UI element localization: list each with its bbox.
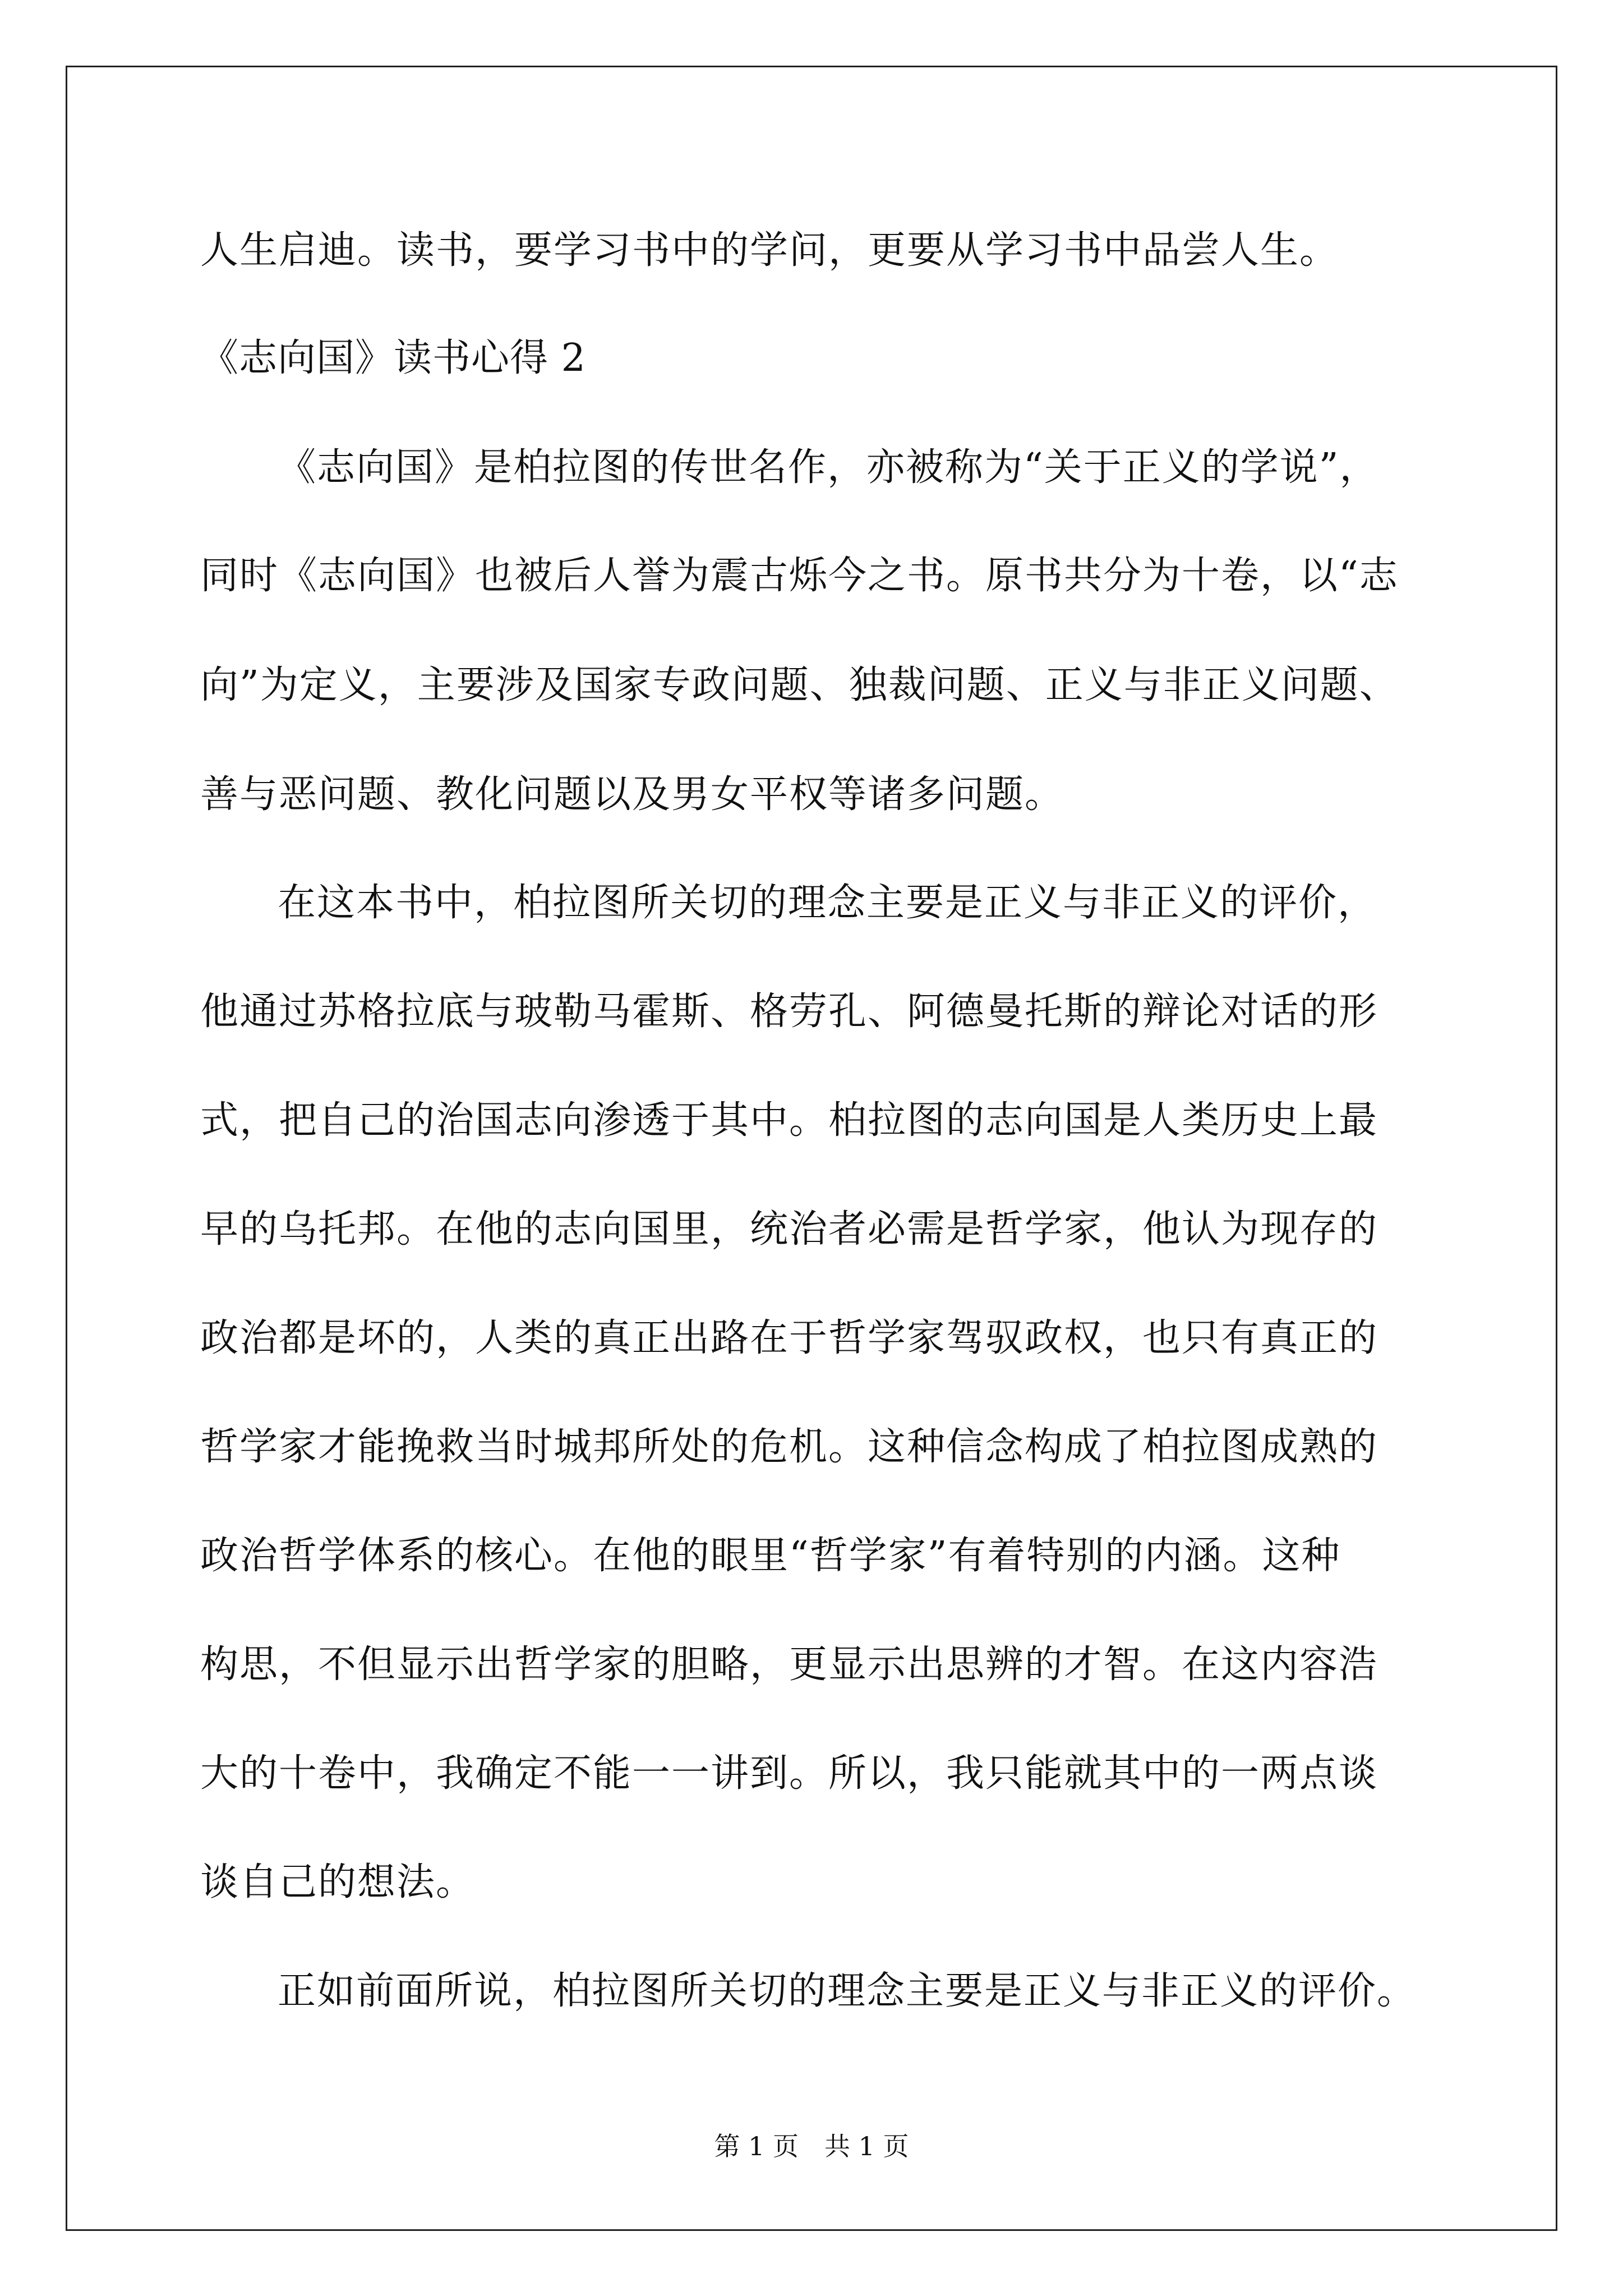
body-line-15: 大的十卷中，我确定不能一一讲到。所以，我只能就其中的一两点谈	[200, 1751, 1378, 1796]
body-line-12: 哲学家才能挽救当时城邦所处的危机。这种信念构成了柏拉图成熟的	[200, 1425, 1378, 1469]
body-line-16: 谈自己的想法。	[200, 1860, 476, 1904]
body-line-5: 向”为定义，主要涉及国家专政问题、独裁问题、正义与非正义问题、	[200, 663, 1399, 707]
section-heading: 《志向国》读书心得 2	[200, 336, 586, 380]
page-number-label: 第 1 页	[714, 2131, 799, 2161]
body-line-17: 正如前面所说，柏拉图所关切的理念主要是正义与非正义的评价。	[278, 1969, 1417, 2013]
body-line-10: 早的乌托邦。在他的志向国里，统治者必需是哲学家，他认为现存的	[200, 1207, 1378, 1251]
body-line-11: 政治都是坏的，人类的真正出路在于哲学家驾驭政权，也只有真正的	[200, 1316, 1378, 1360]
body-line-7: 在这本书中，柏拉图所关切的理念主要是正义与非正义的评价，	[278, 881, 1377, 925]
body-line-14: 构思，不但显示出哲学家的胆略，更显示出思辨的才智。在这内容浩	[200, 1642, 1378, 1687]
body-line-1: 人生启迪。读书，要学习书中的学问，更要从学习书中品尝人生。	[200, 228, 1339, 273]
body-line-9: 式，把自己的治国志向渗透于其中。柏拉图的志向国是人类历史上最	[200, 1098, 1378, 1143]
body-line-4: 同时《志向国》也被后人誉为震古烁今之书。原书共分为十卷，以“志	[200, 554, 1399, 598]
page-border	[66, 66, 1557, 2231]
body-line-8: 他通过苏格拉底与玻勒马霍斯、格劳孔、阿德曼托斯的辩论对话的形	[200, 990, 1378, 1034]
page-total-label: 共 1 页	[824, 2131, 909, 2161]
body-line-3: 《志向国》是柏拉图的传世名作，亦被称为“关于正义的学说”，	[278, 445, 1379, 490]
body-line-13: 政治哲学体系的核心。在他的眼里“哲学家”有着特别的内涵。这种	[200, 1534, 1341, 1578]
page-footer	[0, 2133, 1623, 2159]
body-line-6: 善与恶问题、教化问题以及男女平权等诸多问题。	[200, 772, 1064, 817]
